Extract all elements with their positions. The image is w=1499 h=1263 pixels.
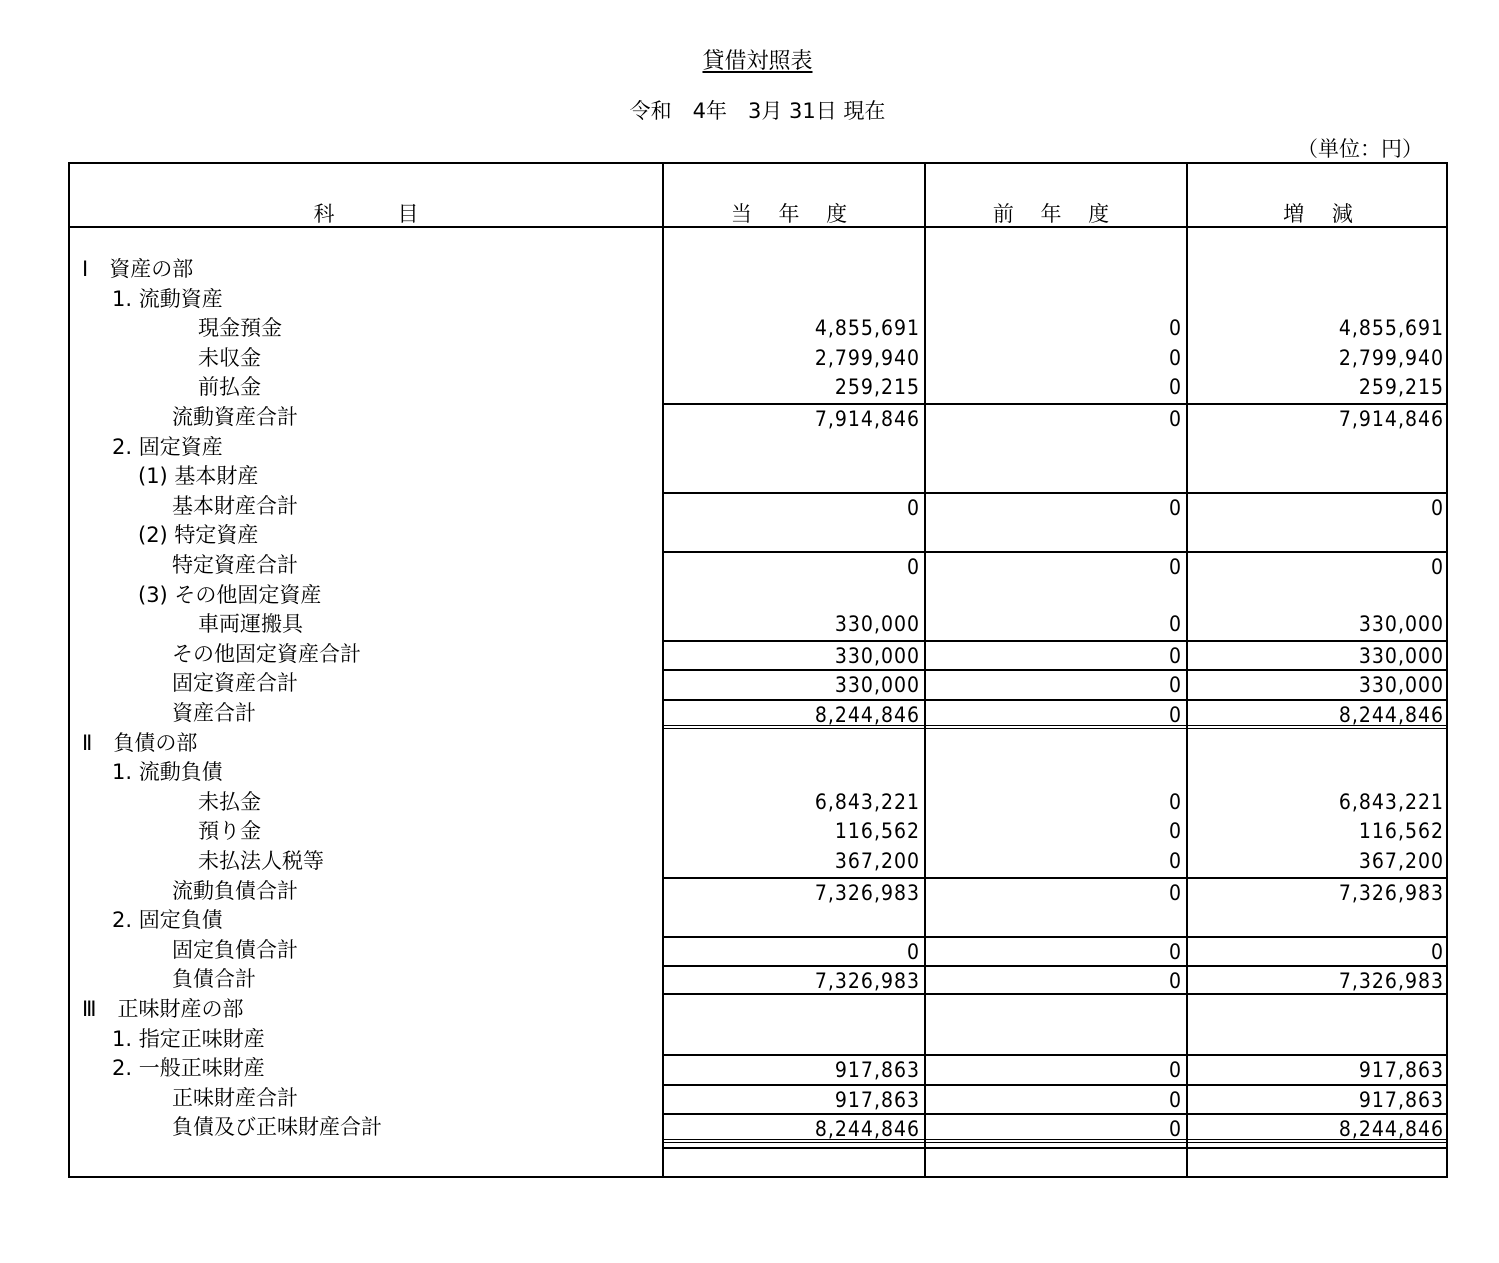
change-value: [1188, 581, 1448, 611]
previous-year-value: 0: [1168, 612, 1182, 637]
row-label: 負債合計: [172, 967, 256, 992]
row-label: 車両運搬具: [198, 612, 303, 637]
row-label: 負債及び正味財産合計: [172, 1115, 382, 1140]
previous-year-value: 0: [926, 1054, 1186, 1084]
previous-year-value: 0: [926, 965, 1186, 995]
table-row: [70, 433, 1446, 463]
change-value: 6,843,221: [1338, 789, 1444, 814]
table-row: [70, 847, 1446, 877]
change-value: 330,000: [1188, 669, 1448, 699]
table-row: [70, 403, 1446, 433]
row-label: 資産合計: [172, 701, 256, 725]
row-label: 2. 固定負債: [112, 908, 223, 933]
previous-year-value: 0: [1168, 789, 1182, 814]
unit-label: （単位：円）: [1297, 137, 1423, 161]
current-year-value: [664, 581, 924, 611]
row-label: 未収金: [198, 345, 261, 370]
table-row: [70, 817, 1446, 847]
row-label: 1. 流動資産: [112, 286, 223, 311]
current-year-value: [664, 462, 924, 492]
previous-year-value: 0: [1168, 375, 1182, 400]
row-label: (2) 特定資産: [138, 523, 259, 548]
balance-sheet-table: [68, 162, 1448, 1178]
table-row: [70, 1025, 1446, 1055]
table-row: [70, 373, 1446, 403]
change-value: [1188, 285, 1448, 315]
previous-year-value: [926, 906, 1186, 936]
current-year-value: 0: [664, 936, 924, 966]
change-value: 259,215: [1358, 375, 1444, 400]
previous-year-value: 0: [926, 877, 1186, 907]
previous-year-value: 0: [926, 669, 1186, 699]
change-value: 7,914,846: [1188, 403, 1448, 433]
current-year-value: [664, 995, 924, 1025]
table-row: [70, 344, 1446, 374]
row-label: 基本財産合計: [172, 493, 298, 518]
table-row: [70, 610, 1446, 640]
row-label: 流動負債合計: [172, 878, 298, 903]
change-value: [1188, 729, 1448, 759]
change-value: [1188, 521, 1448, 551]
table-row: [70, 314, 1446, 344]
row-label: 2. 一般正味財産: [112, 1056, 265, 1081]
current-year-value: 7,326,983: [664, 877, 924, 907]
row-label: 未払金: [198, 789, 261, 814]
previous-year-value: 0: [926, 1113, 1186, 1143]
current-year-value: 116,562: [834, 819, 920, 844]
table-row: [70, 788, 1446, 818]
table-row: [70, 729, 1446, 759]
change-value: 8,244,846: [1188, 1113, 1448, 1143]
row-label: 流動資産合計: [172, 405, 298, 429]
table-row: [70, 906, 1446, 936]
row-label: 1. 指定正味財産: [112, 1026, 265, 1051]
table-row: [70, 255, 1446, 285]
current-year-value: 330,000: [664, 640, 924, 670]
current-year-value: 0: [664, 492, 924, 522]
table-row: [70, 699, 1446, 729]
table-row: [70, 551, 1446, 581]
current-year-value: 259,215: [834, 375, 920, 400]
previous-year-value: 0: [1168, 316, 1182, 341]
row-label: その他固定資産合計: [172, 641, 361, 666]
table-row: [70, 1113, 1446, 1143]
previous-year-value: [926, 1025, 1186, 1055]
header-subject: 科 目: [313, 202, 419, 226]
change-value: 8,244,846: [1188, 699, 1448, 729]
current-year-value: 7,914,846: [664, 403, 924, 433]
previous-year-value: 0: [926, 1084, 1186, 1114]
row-label: 特定資産合計: [172, 553, 298, 577]
change-value: [1188, 1025, 1448, 1055]
change-value: 917,863: [1188, 1054, 1448, 1084]
current-year-value: [664, 758, 924, 788]
current-year-value: [664, 521, 924, 551]
previous-year-value: [926, 758, 1186, 788]
current-year-value: 8,244,846: [664, 699, 924, 729]
row-label: Ⅰ 資産の部: [82, 257, 194, 281]
row-label: 固定負債合計: [172, 937, 298, 962]
row-label: 正味財産合計: [172, 1085, 298, 1110]
table-row: [70, 521, 1446, 551]
row-label: 2. 固定資産: [112, 434, 223, 459]
current-year-value: [664, 729, 924, 759]
row-label: 1. 流動負債: [112, 760, 223, 785]
row-label: 未払法人税等: [198, 849, 324, 873]
previous-year-value: 0: [926, 936, 1186, 966]
table-row: [70, 995, 1446, 1025]
table-row: [70, 581, 1446, 611]
previous-year-value: [926, 285, 1186, 315]
table-row: [70, 640, 1446, 670]
change-value: 7,326,983: [1188, 877, 1448, 907]
change-value: [1188, 433, 1448, 463]
change-value: 0: [1188, 936, 1448, 966]
current-year-value: 6,843,221: [814, 789, 920, 814]
current-year-value: 8,244,846: [664, 1113, 924, 1143]
table-row: [70, 1084, 1446, 1114]
current-year-value: 367,200: [834, 849, 920, 873]
current-year-value: 4,855,691: [814, 316, 920, 341]
current-year-value: 917,863: [664, 1054, 924, 1084]
previous-year-value: 0: [926, 492, 1186, 522]
current-year-value: 0: [664, 551, 924, 581]
row-label: 預り金: [198, 819, 261, 844]
change-value: 367,200: [1358, 849, 1444, 873]
current-year-value: 917,863: [664, 1084, 924, 1114]
previous-year-value: 0: [1168, 345, 1182, 370]
previous-year-value: [926, 581, 1186, 611]
table-row: [70, 965, 1446, 995]
change-value: 0: [1188, 492, 1448, 522]
change-value: 917,863: [1188, 1084, 1448, 1114]
table-row: [70, 936, 1446, 966]
change-value: 330,000: [1188, 640, 1448, 670]
previous-year-value: 0: [926, 640, 1186, 670]
current-year-value: [664, 433, 924, 463]
document-title: 貸借対照表: [702, 49, 813, 74]
current-year-value: 330,000: [664, 669, 924, 699]
change-value: [1188, 758, 1448, 788]
table-row: [70, 758, 1446, 788]
previous-year-value: [926, 521, 1186, 551]
current-year-value: [664, 906, 924, 936]
change-value: [1188, 255, 1448, 285]
change-value: [1188, 462, 1448, 492]
previous-year-value: [926, 462, 1186, 492]
table-row: [70, 669, 1446, 699]
change-value: 0: [1188, 551, 1448, 581]
previous-year-value: 0: [1168, 849, 1182, 873]
table-row: [70, 462, 1446, 492]
table-row: [70, 877, 1446, 907]
previous-year-value: [926, 255, 1186, 285]
table-row: [70, 492, 1446, 522]
current-year-value: 2,799,940: [814, 345, 920, 370]
row-label: Ⅲ 正味財産の部: [82, 997, 244, 1021]
previous-year-value: 0: [926, 403, 1186, 433]
header-previous-year: 前 年 度: [992, 202, 1120, 226]
change-value: 2,799,940: [1338, 345, 1444, 370]
current-year-value: [664, 255, 924, 285]
table-row: [70, 285, 1446, 315]
current-year-value: [664, 285, 924, 315]
change-value: [1188, 995, 1448, 1025]
header-current-year: 当 年 度: [730, 202, 858, 226]
current-year-value: [664, 1025, 924, 1055]
footer-divider: [664, 1147, 1446, 1149]
row-label: (3) その他固定資産: [138, 582, 322, 607]
current-year-value: 330,000: [834, 612, 920, 637]
change-value: 7,326,983: [1188, 965, 1448, 995]
change-value: 330,000: [1358, 612, 1444, 637]
previous-year-value: 0: [926, 699, 1186, 729]
change-value: 4,855,691: [1338, 316, 1444, 341]
previous-year-value: 0: [926, 551, 1186, 581]
previous-year-value: [926, 995, 1186, 1025]
table-row: [70, 1054, 1446, 1084]
change-value: [1188, 906, 1448, 936]
previous-year-value: 0: [1168, 819, 1182, 844]
as-of-date: 令和 4年 3月 31日 現在: [629, 99, 886, 123]
current-year-value: 7,326,983: [664, 965, 924, 995]
row-label: 前払金: [198, 375, 261, 400]
change-value: 116,562: [1358, 819, 1444, 844]
header-change: 増 減: [1283, 202, 1353, 226]
row-label: 固定資産合計: [172, 671, 298, 696]
row-label: 現金預金: [198, 316, 282, 341]
row-label: (1) 基本財産: [138, 464, 259, 489]
row-label: Ⅱ 負債の部: [82, 730, 198, 755]
previous-year-value: [926, 433, 1186, 463]
previous-year-value: [926, 729, 1186, 759]
